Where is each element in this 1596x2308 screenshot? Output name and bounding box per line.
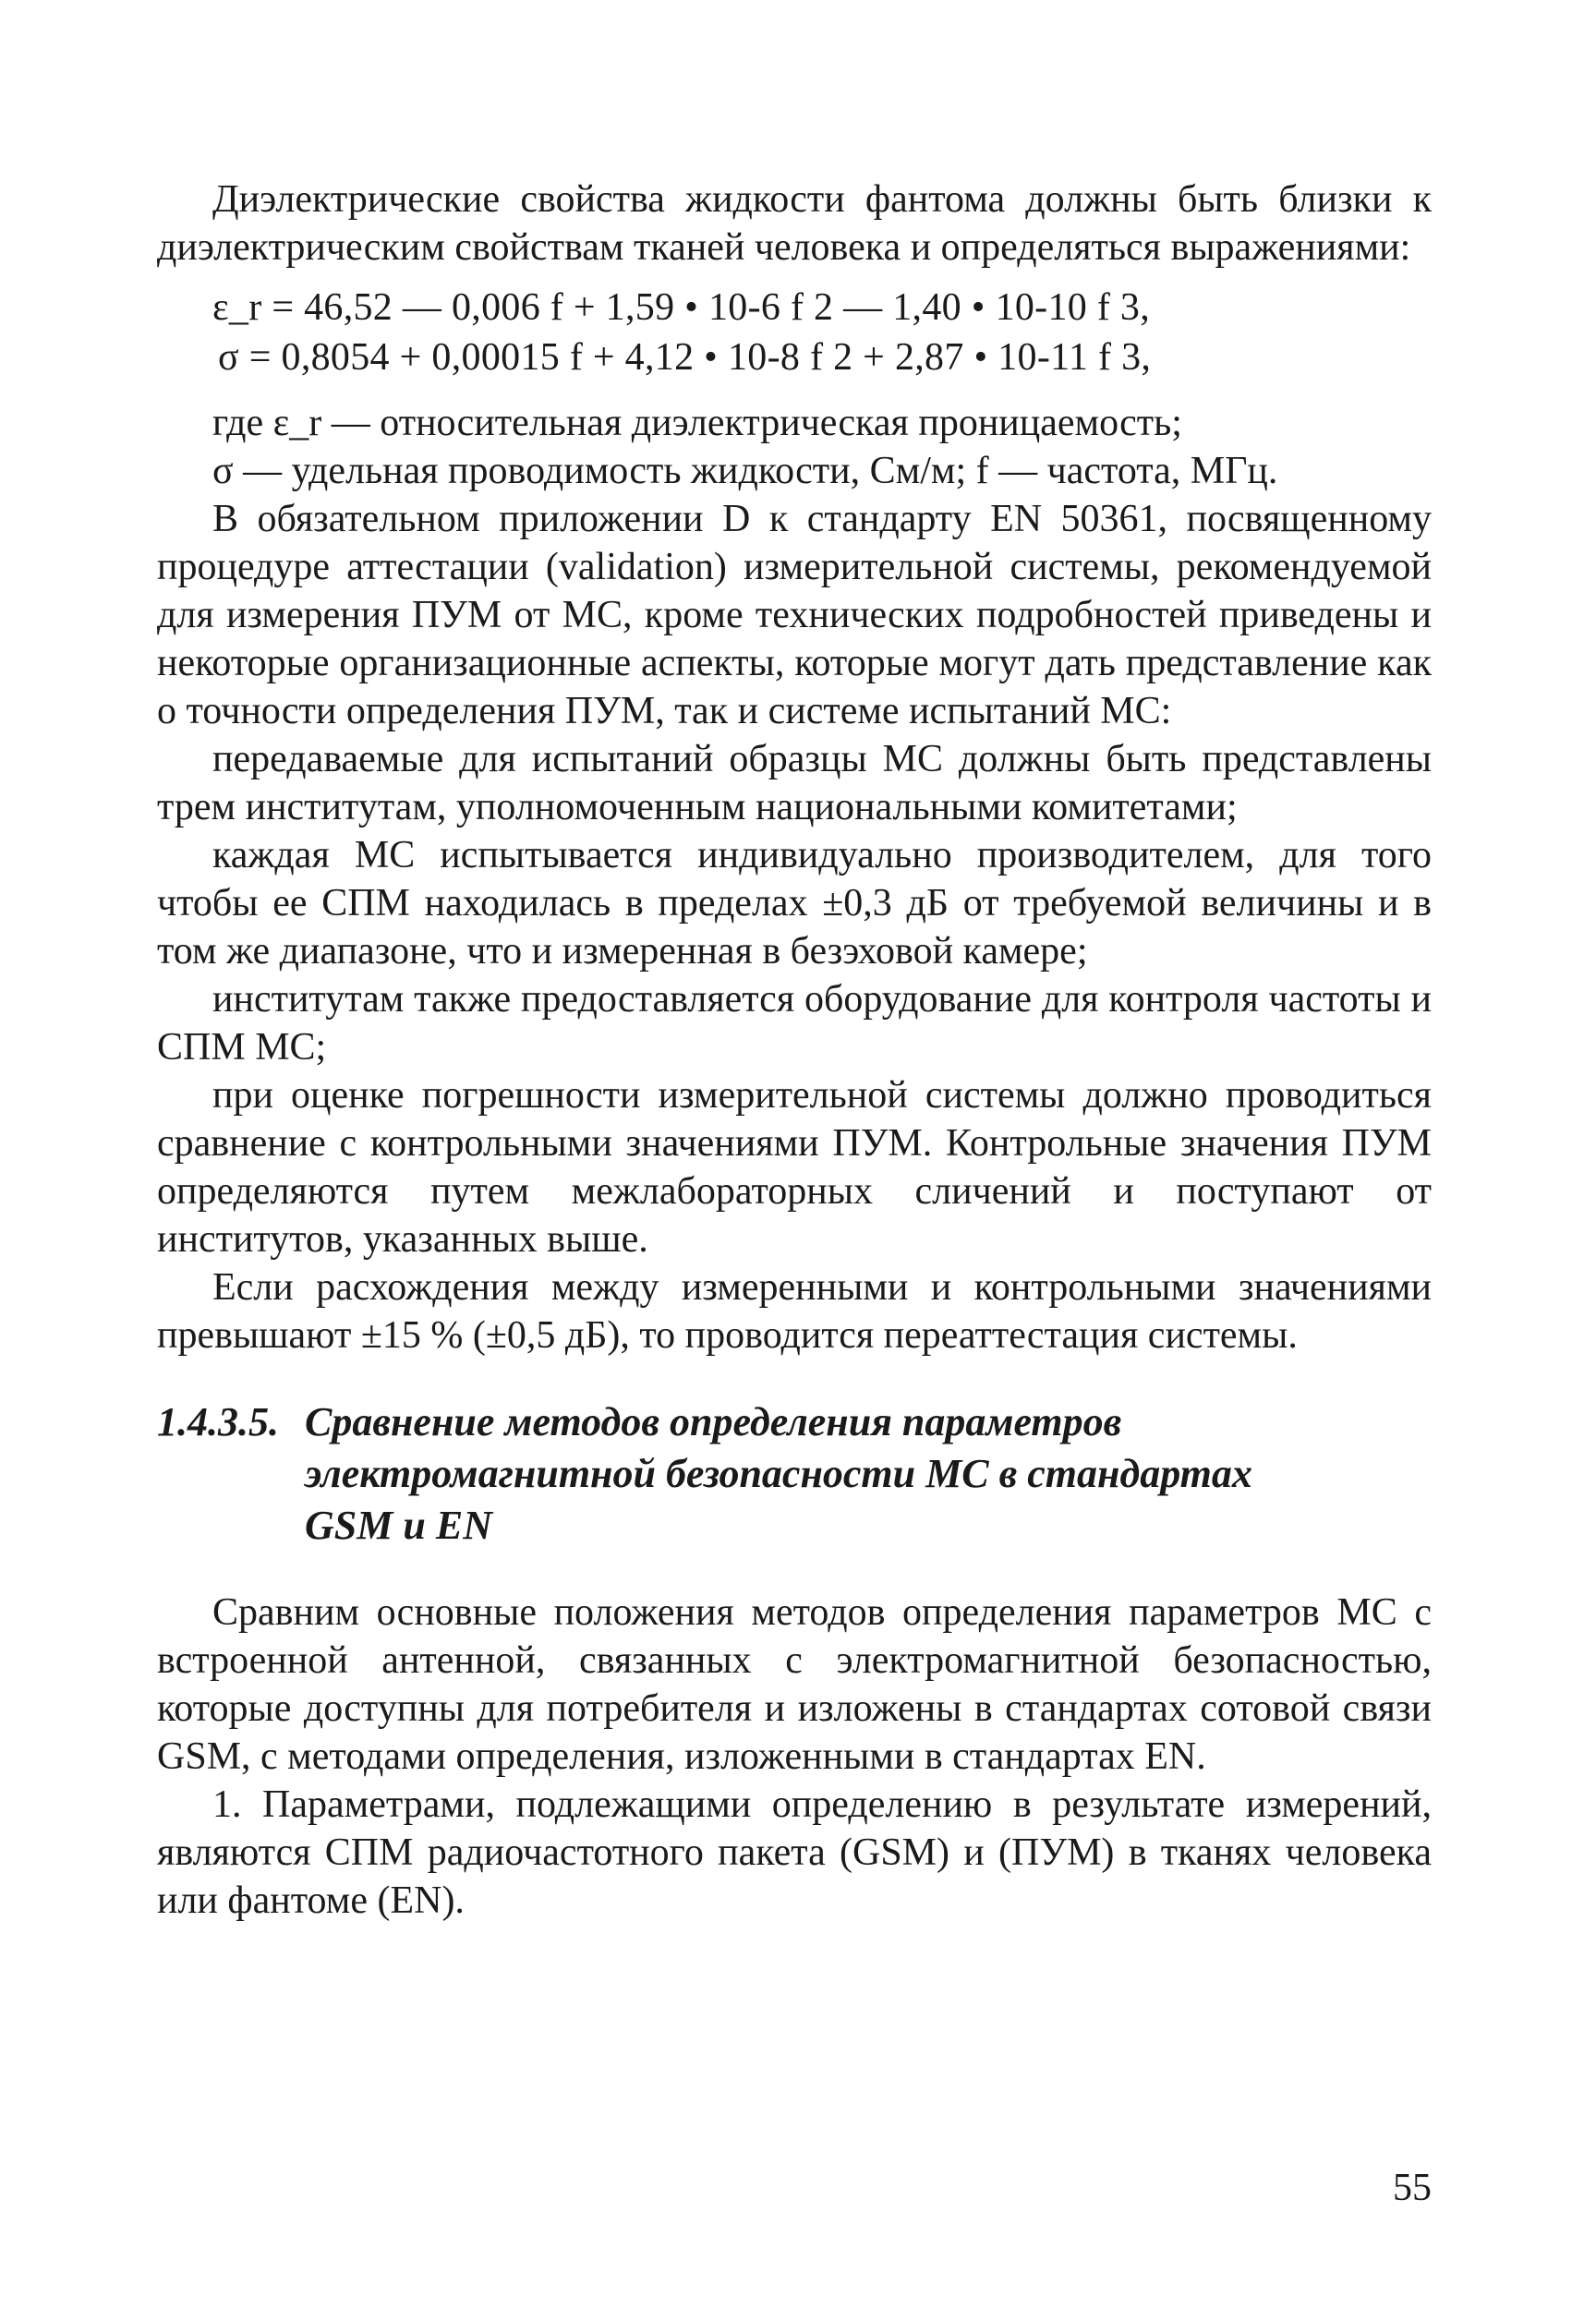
closing-paragraph: Сравним основные положения методов определения параметров МС с встроенной антенной, связанных с электромагнитной безопасностью, которые доступны для потребителя и изложены в стандартах сотовой связи GSM, с методами определения, изложенными в стандартах EN. [157,1591,1432,1778]
formula-permittivity: ε_r = 46,52 — 0,006 f + 1,59 • 10-6 f 2 — 1,40 • 10-10 f 3, [212,286,1151,329]
definition-permittivity: где ε_r — относительная диэлектрическая проницаемость; [212,402,1182,444]
intro-paragraph: Диэлектрические свойства жидкости фантома должны быть близки к диэлектрическим свойствам тканей человека и определяться выражениями: [157,178,1432,269]
definition-conductivity: σ — удельная проводимость жидкости, См/м; f — частота, МГц. [212,450,1278,492]
formula-conductivity: σ = 0,8054 + 0,00015 f + 4,12 • 10-8 f 2 + 2,87 • 10-11 f 3, [218,336,1152,379]
section-title-part-3: GSM и EN [305,1503,492,1548]
section-heading-line-1 [157,1396,1432,1448]
closing-paragraph: 1. Параметрами, подлежащими определению в результате измерений, являются СПМ радиочастотного пакета (GSM) и (ПУМ) в тканях человека или фантоме (EN). [157,1783,1432,1922]
section-title-part-2: электромагнитной безопасности МС в стандартах [305,1451,1252,1496]
body-paragraph: каждая МС испытывается индивидуально производителем, для того чтобы ее СПМ находилась в пределах ±0,3 дБ от требуемой величины и в том же диапазоне, что и измеренная в безэховой камере; [157,834,1432,973]
body-paragraph: институтам также предоставляется оборудование для контроля частоты и СПМ МС; [157,978,1432,1069]
section-number: 1.4.3.5. [157,1399,279,1444]
page-number: 55 [1393,2167,1432,2209]
body-paragraph: при оценке погрешности измерительной системы должно проводиться сравнение с контрольными значениями ПУМ. Контрольные значения ПУМ определяются путем межлабораторных сличений и поступают от институтов, указанных выше. [157,1074,1432,1261]
body-paragraph: Если расхождения между измеренными и контрольными значениями превышают ±15 % (±0,5 дБ), то проводится переаттестация системы. [157,1266,1432,1357]
formula-block [157,283,1432,382]
section-title-part-1: Сравнение методов определения параметров [305,1399,1122,1444]
body-paragraph: В обязательном приложении D к стандарту EN 50361, посвященному процедуре аттестации (validation) измерительной системы, рекомендуемой для измерения ПУМ от МС, кроме технических подробностей приведены и некоторые организационные аспекты, которые могут дать представление как о точности определения ПУМ, так и системе испытаний МС: [157,498,1432,732]
body-paragraph: передаваемые для испытаний образцы МС должны быть представлены трем институтам, уполномоченным национальными комитетами; [157,738,1432,828]
page-body [157,175,1432,1925]
section-heading [157,1396,1432,1552]
definitions-block [157,399,1432,495]
